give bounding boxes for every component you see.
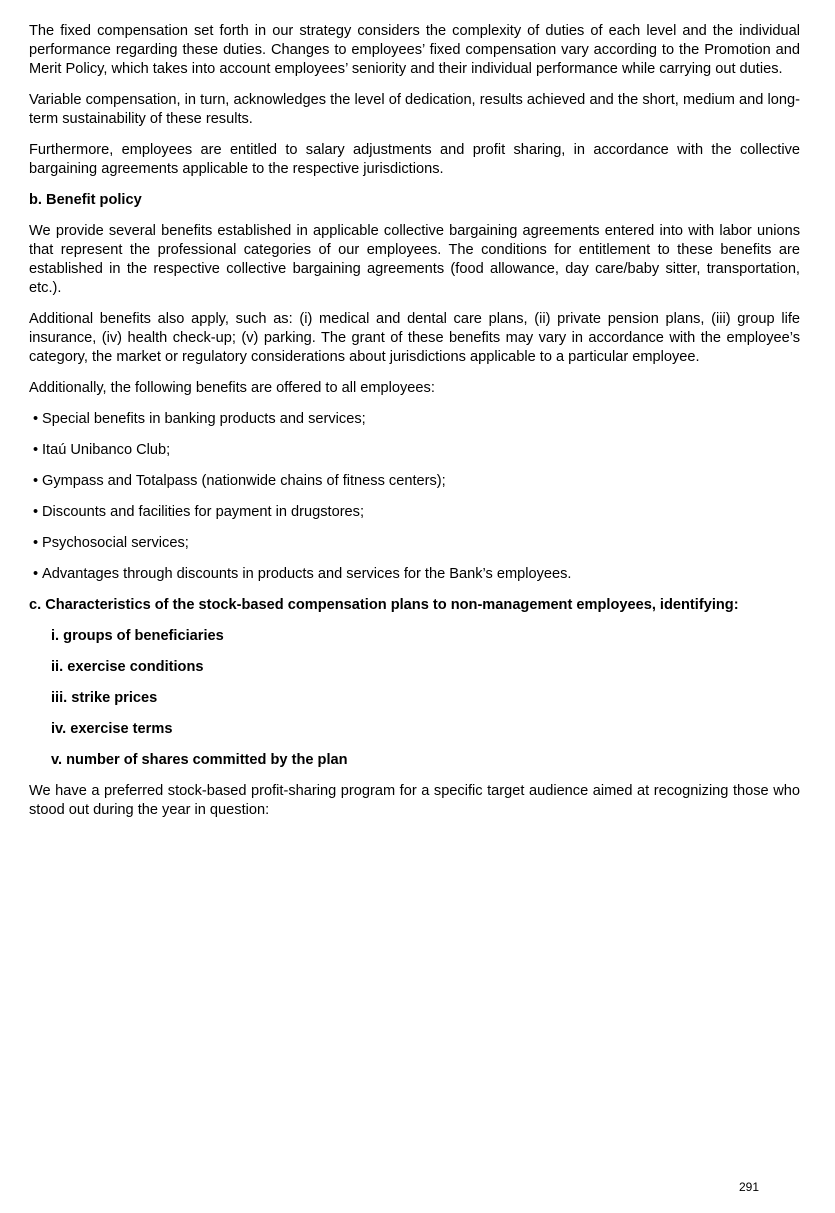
sub-item: ii. exercise conditions — [51, 659, 204, 675]
list-item: • Gympass and Totalpass (nationwide chains of fitness centers); — [33, 473, 446, 489]
bullet-icon: • — [33, 566, 39, 582]
bullet-icon: • — [33, 535, 39, 551]
list-item: • Itaú Unibanco Club; — [33, 442, 171, 458]
paragraph-profit-sharing-program: We have a preferred stock-based profit-sharing program for a specific target audience aimed at recognizing those who stood out during the year in question: — [29, 783, 800, 818]
list-item: • Special benefits in banking products and services; — [33, 411, 366, 427]
bullet-icon: • — [33, 504, 39, 520]
list-item: • Discounts and facilities for payment in drugstores; — [33, 504, 365, 520]
bullet-icon: • — [33, 411, 39, 427]
benefits-list — [29, 410, 800, 584]
section-c-items — [29, 627, 800, 770]
section-c-heading: c. Characteristics of the stock-based compensation plans to non-management employees, identifying: — [29, 597, 739, 613]
section-b-heading: b. Benefit policy — [29, 192, 142, 208]
list-item: • Advantages through discounts in products and services for the Bank’s employees. — [33, 566, 572, 582]
paragraph-benefits-intro: Additionally, the following benefits are offered to all employees: — [29, 380, 435, 396]
sub-item: v. number of shares committed by the plan — [51, 752, 348, 768]
paragraph-variable-compensation: Variable compensation, in turn, acknowledges the level of dedication, results achieved and the short, medium and long-term sustainability of these results. — [29, 92, 800, 127]
paragraph-salary-adjustments: Furthermore, employees are entitled to salary adjustments and profit sharing, in accordance with the collective bargaining agreements applicable to the respective jurisdictions. — [29, 142, 800, 177]
paragraph-collective-benefits: We provide several benefits established in applicable collective bargaining agreements entered into with labor unions that represent the professional categories of our employees. The conditions for entitlement to these benefits are established in the respective collective bargaining agreements (food allowance, day care/baby sitter, transportation, etc.). — [29, 223, 800, 296]
page-number: 291 — [739, 1180, 760, 1194]
bullet-icon: • — [33, 442, 39, 458]
document-page — [29, 22, 800, 832]
sub-item: iv. exercise terms — [51, 721, 173, 737]
sub-item: iii. strike prices — [51, 690, 158, 706]
paragraph-fixed-compensation: The fixed compensation set forth in our strategy considers the complexity of duties of each level and the individual performance regarding these duties. Changes to employees’ fixed compensation vary according to the Promotion and Merit Policy, which takes into account employees’ seniority and their individual performance while carrying out duties. — [29, 23, 800, 77]
bullet-icon: • — [33, 473, 39, 489]
paragraph-additional-benefits: Additional benefits also apply, such as: (i) medical and dental care plans, (ii) private pension plans, (iii) group life insurance, (iv) health check-up; (v) parking. The grant of these benefits may vary in accordance with the employee’s category, the market or regulatory considerations about jurisdictions applicable to a particular employee. — [29, 311, 800, 365]
list-item: • Psychosocial services; — [33, 535, 189, 551]
sub-item: i. groups of beneficiaries — [51, 628, 224, 644]
